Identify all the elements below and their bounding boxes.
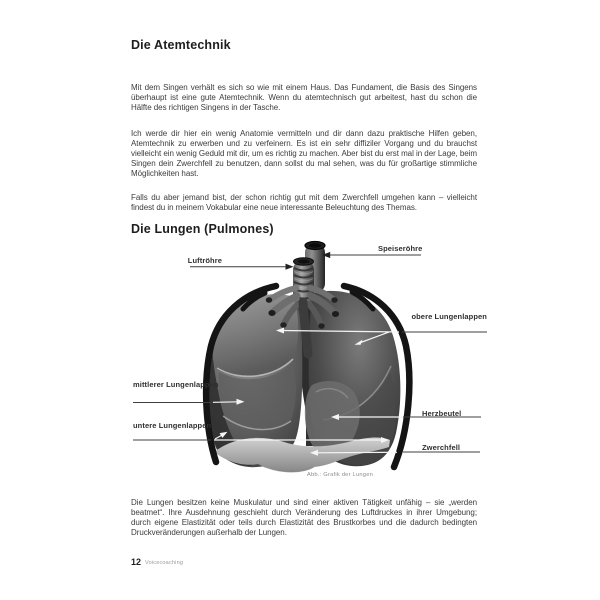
label-mittlerer-lungenlappen: mittlerer Lungenlappen <box>133 380 219 389</box>
label-zwerchfell: Zwerchfell <box>422 443 461 452</box>
label-speiseroehre: Speiseröhre <box>378 244 423 253</box>
figure-caption: Abb.: Grafik der Lungen <box>306 472 374 478</box>
closing-paragraph: Die Lungen besitzen keine Muskulatur und sind einer aktiven Tätigkeit unfähig – sie „werden beatmet“. Ihre Ausdehnung geschieht durch Veränderung des Luftdruckes in ihrer Umgebung; durch eigene Elastizität oder teils durch Elastizität des Brustkorbes und die dadurch bedingten Druckveränderungen außerhalb der Lungen. <box>131 498 477 537</box>
label-obere-lungenlappen: obere Lungenlappen <box>411 312 487 321</box>
intro-paragraph-2: Ich werde dir hier ein wenig Anatomie vermitteln und dir dann dazu praktische Hilfen geben, Atemtechnik zu erwerben und zu verfeinern. Es ist ein sehr diffiziler Vorgang und du brauchst vielleicht ein wenig Geduld mit dir, um es richtig zu machen. Aber bist du erst mal in der Lage, beim Singen dein Zwerchfell zu benutzen, dann sollst du mal sehen, was du für großartige stimmliche Möglichkeiten hast. <box>131 129 477 178</box>
intro-paragraph-3: Falls du aber jemand bist, der schon richtig gut mit dem Zwerchfell umgehen kann – vielleicht findest du in meinem Vokabular eine neue interessante Beleuchtung des Themas. <box>131 193 477 212</box>
label-herzbeutel: Herzbeutel <box>422 408 462 418</box>
page-number: 12 <box>131 557 142 567</box>
arrowhead-luftroehre <box>286 264 294 270</box>
heading-lungen: Die Lungen (Pulmones) <box>131 222 274 236</box>
intro-paragraph-1: Mit dem Singen verhält es sich so wie mit einem Haus. Das Fundament, die Basis des Singens überhaupt ist eine gute Atemtechnik. Wenn du atemtechnisch gut arbeitest, hast du schon die Hälfte des richtigen Singens in der Tasche. <box>131 83 477 112</box>
label-untere-lungenlappen: untere Lungenlappen <box>133 420 212 430</box>
label-luftroehre: Luftröhre <box>187 255 222 265</box>
page-footer <box>131 557 183 575</box>
book-title: Voicecoaching <box>145 559 184 566</box>
heading-atemtechnik: Die Atemtechnik <box>131 38 231 52</box>
